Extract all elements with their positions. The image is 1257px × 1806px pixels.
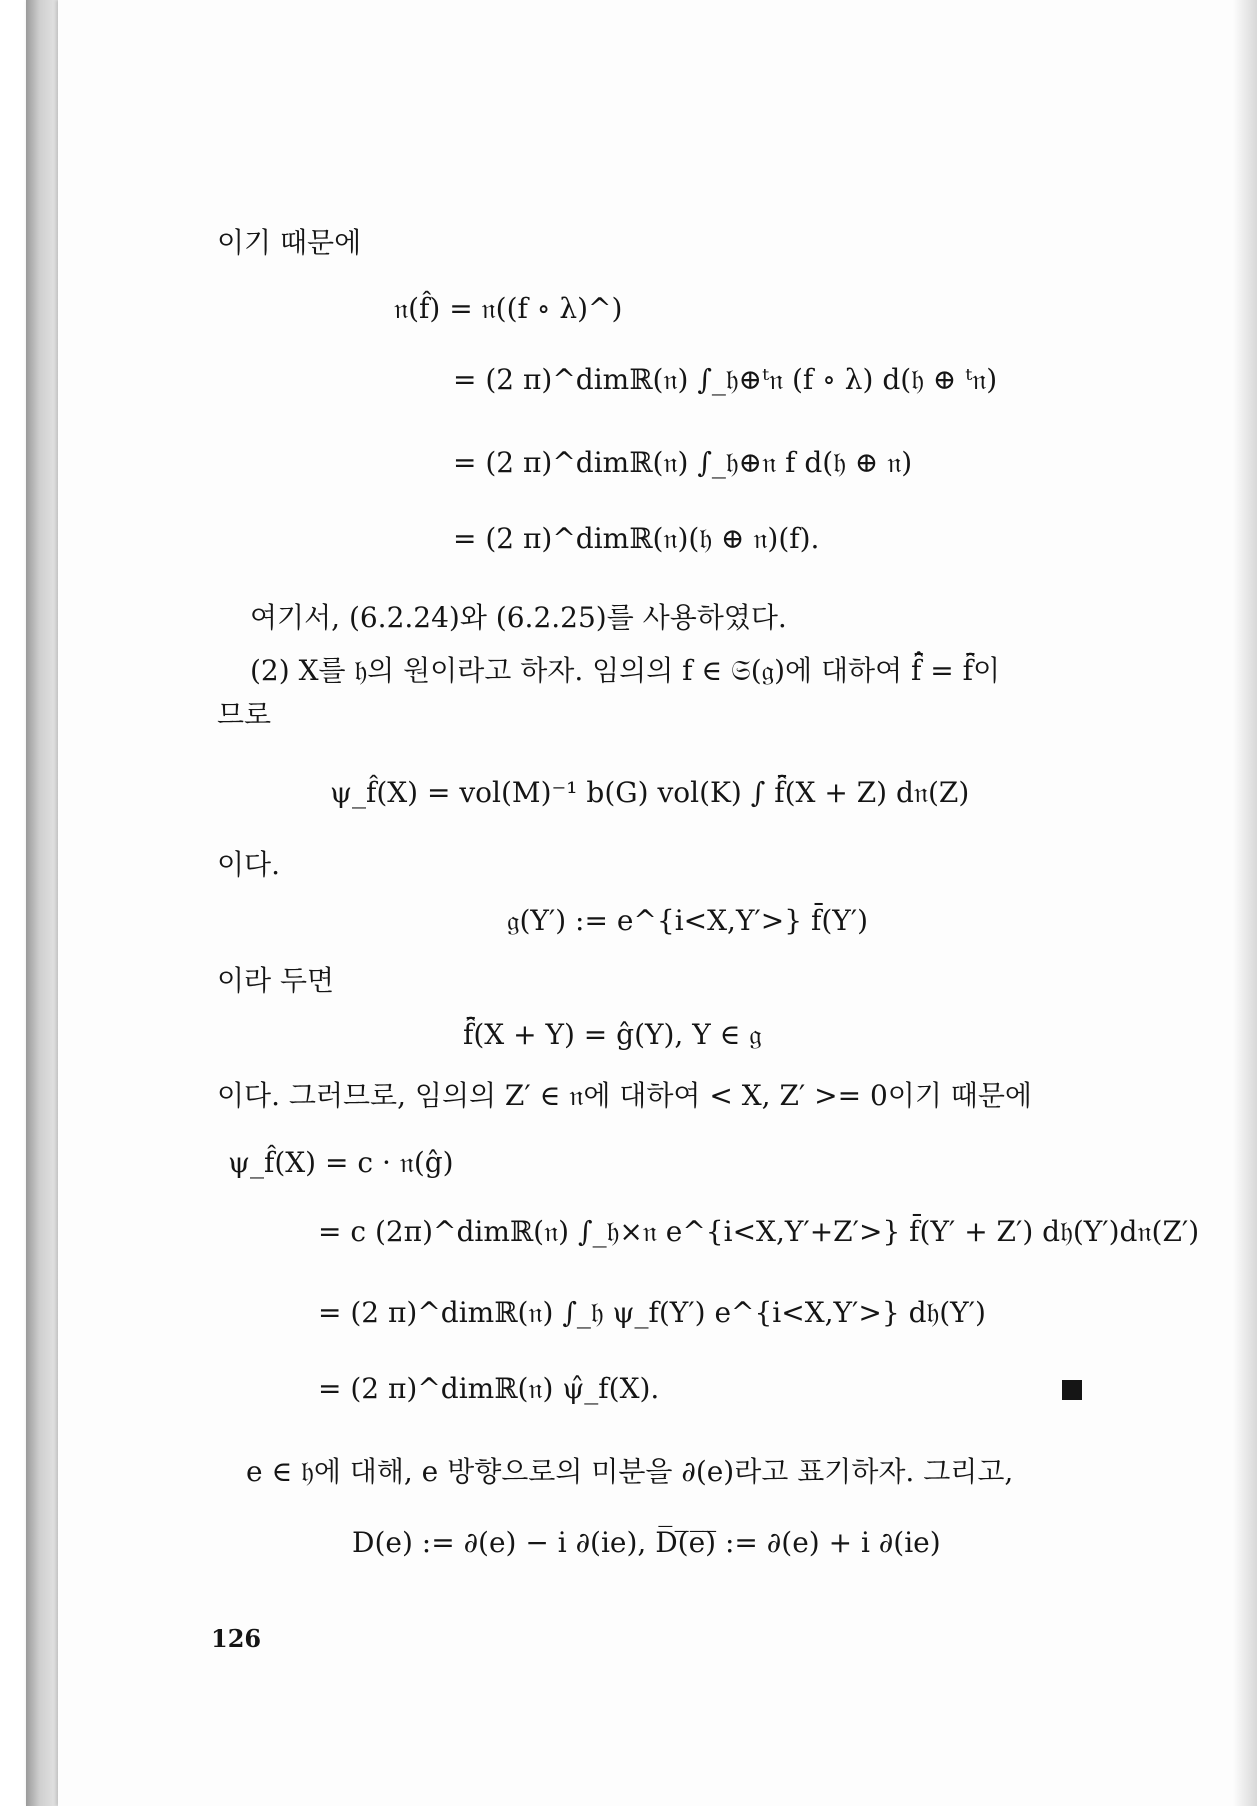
equation-line: D(e) := ∂(e) − i ∂(ie), D̅(̅e̅)̅ := ∂(e) + i ∂(ie)	[352, 1526, 941, 1559]
equation-line: ψ_f̂(X) = c · 𝔫(ĝ)	[228, 1146, 454, 1179]
text-line: 므로	[217, 698, 272, 731]
equation-line: = (2 π)^dimℝ(𝔫) ψ̂_f(X).	[318, 1372, 660, 1405]
text-line: 이다. 그러므로, 임의의 Z′ ∈ 𝔫에 대하여 < X, Z′ >= 0이기 때문에	[217, 1079, 1032, 1112]
equation-line: ψ_f̂(X) = vol(M)⁻¹ b(G) vol(K) ∫ f̂̄(X + Z) d𝔫(Z)	[330, 776, 970, 809]
equation-line: = (2 π)^dimℝ(𝔫) ∫_𝔥 ψ_f(Y′) e^{i<X,Y′>} d𝔥(Y′)	[318, 1296, 986, 1329]
equation-line: = c (2π)^dimℝ(𝔫) ∫_𝔥×𝔫 e^{i<X,Y′+Z′>} f̄(Y′ + Z′) d𝔥(Y′)d𝔫(Z′)	[318, 1215, 1200, 1248]
page-shadow	[1233, 0, 1257, 1806]
text-line: 여기서, (6.2.24)와 (6.2.25)를 사용하였다.	[250, 601, 787, 634]
text-line: 이기 때문에	[217, 226, 362, 259]
equation-line: f̂̄(X + Y) = ĝ(Y), Y ∈ 𝔤	[463, 1018, 762, 1051]
equation-line: = (2 π)^dimℝ(𝔫) ∫_𝔥⊕𝔫 f d(𝔥 ⊕ 𝔫)	[453, 446, 913, 479]
book-spine-edge	[26, 0, 60, 1806]
equation-line: 𝔫(f̂) = 𝔫((f ∘ λ)^)	[394, 292, 623, 325]
end-of-proof-mark	[1062, 1380, 1082, 1400]
page-number: 126	[211, 1624, 262, 1653]
text-line: 이다.	[217, 848, 280, 881]
equation-line: = (2 π)^dimℝ(𝔫)(𝔥 ⊕ 𝔫)(f).	[453, 522, 820, 555]
text-line: 이라 두면	[217, 964, 335, 997]
equation-line: = (2 π)^dimℝ(𝔫) ∫_𝔥⊕ᵗ𝔫 (f ∘ λ) d(𝔥 ⊕ ᵗ𝔫)	[453, 363, 998, 396]
equation-line: 𝔤(Y′) := e^{i<X,Y′>} f̄(Y′)	[507, 904, 869, 937]
text-line: e ∈ 𝔥에 대해, e 방향으로의 미분을 ∂(e)라고 표기하자. 그리고,	[246, 1455, 1014, 1488]
text-line: (2) X를 𝔥의 원이라고 하자. 임의의 f ∈ 𝔖(𝔤)에 대하여 f̄̂ = f̂̄이	[250, 654, 1001, 687]
